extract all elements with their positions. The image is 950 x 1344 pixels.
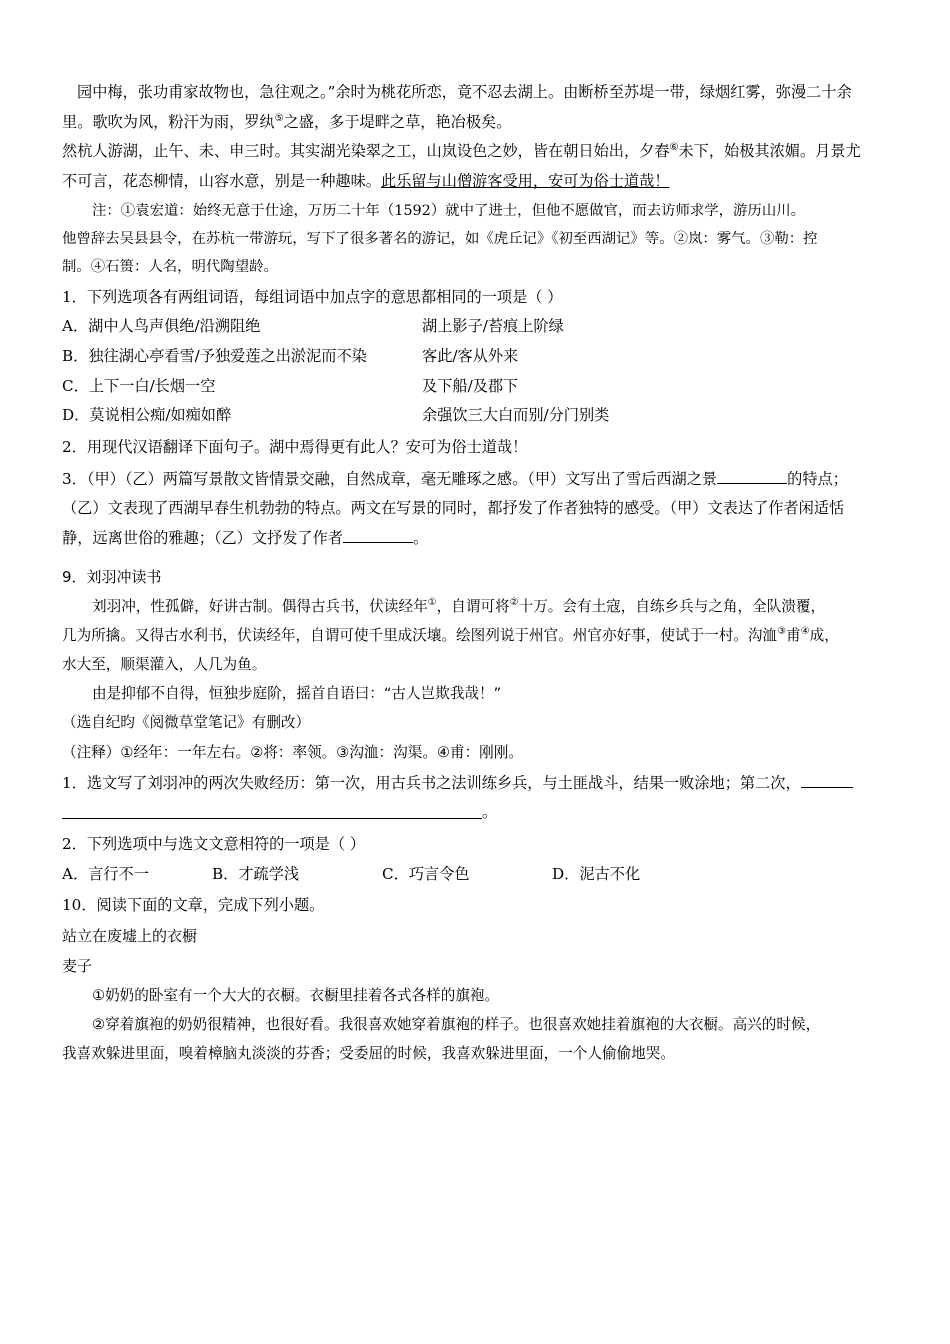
paragraph-2-text-b: 未下，始极其浓媚。月景尤 xyxy=(678,142,861,161)
passage-10-paragraph-1: ①奶奶的卧室有一个大大的衣橱。衣橱里挂着各式各样的旗袍。 xyxy=(92,986,500,1004)
passage-9-paragraph-4: 由是抑郁不自得，恒独步庭阶，摇首自语曰：“古人岂欺我哉！” xyxy=(92,685,502,703)
option-d-right: 余强饮三大白而别/分门别类 xyxy=(422,406,610,425)
footnote-line-1: 注：①袁宏道：始终无意于仕途，万历二十年（1592）就中了进士，但他不愿做官，而去访师求学，游历山川。 xyxy=(92,202,805,219)
question-1-option-a[interactable] xyxy=(62,312,884,342)
footnote-marker-5: ⑤ xyxy=(274,112,284,124)
question-1-option-c[interactable] xyxy=(62,372,884,402)
question-1-option-d[interactable] xyxy=(62,401,884,431)
answer-blank-4[interactable] xyxy=(62,805,482,819)
footnote-marker-3: ③ xyxy=(777,625,787,637)
passage-9-p2-a: 几为所擒。又得古水利书，伏读经年，自谓可使千里成沃壤。绘图列说于州官。州官亦好事，使试于一村。沟洫 xyxy=(62,626,778,644)
option-b-left: B．独往湖心亭看雪/予独爱莲之出淤泥而不染 xyxy=(62,347,367,366)
passage-9-source: （选自纪昀《阅微草堂笔记》有删改） xyxy=(62,714,311,732)
question-3-text-a: 3．（甲）（乙）两篇写景散文皆情景交融，自然成章，毫无雕琢之感。（甲）文写出了雪后西湖之景 xyxy=(62,469,718,488)
passage-9-heading: 9．刘羽冲读书 xyxy=(62,567,162,586)
paragraph-2-underlined-sentence: 此乐留与山僧游客受用，安可为俗士道哉！ xyxy=(380,171,670,190)
question-1-stem: 1．下列选项各有两组词语，每组词语中加点字的意思都相同的一项是（ ） xyxy=(62,287,563,306)
passage-9-paragraph-1 xyxy=(62,592,884,621)
option-c-right: 及下船/及郡下 xyxy=(422,376,519,395)
passage-10-title: 站立在废墟上的衣橱 xyxy=(62,926,198,945)
p9-option-c[interactable]: C．巧言令色 xyxy=(382,864,470,883)
passage-9-paragraph-2 xyxy=(62,621,884,650)
passage-10-paragraph-2: ②穿着旗袍的奶奶很精神，也很好看。我很喜欢她穿着旗袍的样子。也很喜欢她挂着旗袍的大衣橱。高兴的时候， xyxy=(92,1016,821,1034)
passage-9-p2-b: 甫 xyxy=(786,626,801,644)
paragraph-2-text-c: 不可言，花态柳情，山容水意，别是一种趣味。 xyxy=(62,171,381,190)
footnote-marker-6: ⑥ xyxy=(669,142,679,154)
answer-blank-3[interactable] xyxy=(801,774,853,788)
passage-9-question-1-line-1 xyxy=(62,769,884,799)
footnote-line-3: 制。④石篑：人名，明代陶望龄。 xyxy=(62,258,278,275)
option-b-right: 客此/客从外来 xyxy=(422,347,519,366)
passage-9-paragraph-3: 水大至，顺渠灌入，人几为鱼。 xyxy=(62,655,267,673)
question-3-line-1 xyxy=(62,465,884,495)
paragraph-1 xyxy=(62,78,884,137)
answer-blank-2[interactable] xyxy=(343,529,413,543)
question-3-line-2: （乙）文表现了西湖早春生机勃勃的特点。两文在写景的同时，都抒发了作者独特的感受。（甲）文表达了作者闲适恬 xyxy=(62,499,845,518)
question-1-option-b[interactable] xyxy=(62,342,884,372)
question-3-text-c-tail: 。 xyxy=(412,528,429,547)
passage-10-author: 麦子 xyxy=(62,956,93,975)
answer-blank-1[interactable] xyxy=(717,470,787,484)
option-c-left: C．上下一白/长烟一空 xyxy=(62,376,216,395)
passage-10-paragraph-3: 我喜欢躲进里面，嗅着樟脑丸淡淡的芬香；受委屈的时候，我喜欢躲进里面，一个人偷偷地哭。 xyxy=(62,1045,675,1063)
footnote-marker-1: ① xyxy=(427,596,437,608)
footnote-line-2-wrap xyxy=(62,225,884,253)
p9-q1-text: 1．选文写了刘羽冲的两次失败经历：第一次，用古兵书之法训练乡兵，与土匪战斗，结果一败涂地；第二次， xyxy=(62,773,801,792)
passage-9-p2-c: 成， xyxy=(809,626,839,644)
footnote-marker-2: ② xyxy=(509,596,519,608)
paragraph-1-text-c: 之盛，多于堤畔之草，艳冶极矣。 xyxy=(283,112,512,131)
question-2-stem: 2．用现代汉语翻译下面句子。湖中焉得更有此人？安可为俗士道哉！ xyxy=(62,438,528,456)
p9-option-b[interactable]: B．才疏学浅 xyxy=(212,864,300,883)
option-a-left: A．湖中人鸟声俱绝/沿溯阻绝 xyxy=(62,317,261,336)
footnote-line-2: 他曾辞去吴县县令，在苏杭一带游玩，写下了很多著名的游记，如《虎丘记》《初至西湖记》等。②岚：雾气。③勒：控 xyxy=(62,230,818,247)
question-3-text-c: 静，远离世俗的雅趣；（乙）文抒发了作者 xyxy=(62,528,343,547)
footnote-block xyxy=(62,197,884,225)
option-a-right: 湖上影子/苔痕上阶绿 xyxy=(422,317,564,336)
paragraph-2-text-a: 然杭人游湖，止午、未、申三时。其实湖光染翠之工，山岚设色之妙，皆在朝日始出，夕舂 xyxy=(62,142,670,161)
passage-9-question-1-line-2 xyxy=(62,798,884,828)
p9-option-a[interactable]: A．言行不一 xyxy=(62,864,149,883)
p9-q1-tail: 。 xyxy=(482,803,498,822)
passage-9-p1-a: 刘羽冲，性孤僻，好讲古制。偶得古兵书，伏读经年 xyxy=(92,597,428,615)
question-3-text-a-tail: 的特点； xyxy=(787,469,848,488)
passage-10-heading: 10．阅读下面的文章，完成下列小题。 xyxy=(62,896,325,915)
p9-option-d[interactable]: D．泥古不化 xyxy=(552,864,641,883)
option-d-left: D．莫说相公痴/如痴如醉 xyxy=(62,406,232,425)
paragraph-1-text-a: 园中梅，张功甫家故物也，急往观之。”余时为桃花所恋，竟不忍去湖上。由断桥至苏堤一带，绿烟红雾，弥漫二十余 xyxy=(77,83,852,101)
question-3-line-3 xyxy=(62,524,884,554)
footnote-marker-4: ④ xyxy=(800,625,810,637)
paragraph-1-text-b: 里。歌吹为风，粉汗为雨，罗纨 xyxy=(62,112,275,131)
passage-9-notes: （注释）①经年：一年左右。②将：率领。③沟洫：沟渠。④甫：刚刚。 xyxy=(62,743,523,761)
footnote-line-3-wrap xyxy=(62,253,884,281)
passage-9-p1-c: 十万。会有土寇，自练乡兵与之角，全队溃覆， xyxy=(518,597,826,615)
passage-9-question-2-stem: 2．下列选项中与选文文意相符的一项是（ ） xyxy=(62,834,366,853)
paragraph-2 xyxy=(62,137,884,196)
passage-9-p1-b: ，自谓可将 xyxy=(436,597,510,615)
passage-9-question-2-options xyxy=(62,860,884,890)
